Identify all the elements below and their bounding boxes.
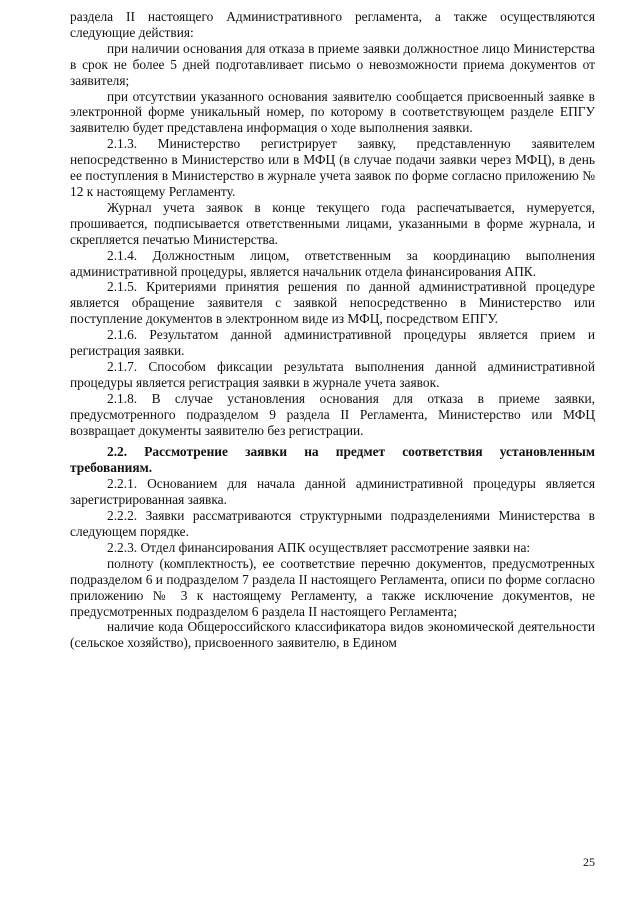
paragraph: при отсутствии указанного основания заявителю сообщается присвоенный заявке в электронной форме уникальный номер, по которому в соответствующем разделе ЕПГУ заявителю будет представлена информация о ходе выполнения заявки. bbox=[70, 88, 595, 136]
paragraph: 2.1.3. Министерство регистрирует заявку, представленную заявителем непосредственно в Министерство или в МФЦ (в случае подачи заявки через МФЦ), в день ее поступления в Министерство в журнале учета заявок по форме согласно приложению № 12 к настоящему Регламенту. bbox=[70, 136, 595, 199]
section-heading: 2.2. Рассмотрение заявки на предмет соответствия установленным требованиям. bbox=[70, 444, 595, 476]
paragraph: 2.1.4. Должностным лицом, ответственным за координацию выполнения административной процедуры, является начальник отдела финансирования АПК. bbox=[70, 247, 595, 279]
paragraph: раздела II настоящего Административного регламента, а также осуществляются следующие действия: bbox=[70, 9, 595, 40]
paragraph: 2.1.7. Способом фиксации результата выполнения данной административной процедуры является регистрация заявки в журнале учета заявок. bbox=[70, 358, 595, 390]
paragraph: Журнал учета заявок в конце текущего года распечатывается, нумеруется, прошивается, подписывается ответственными лицами, указанными в форме журнала, и скрепляется печатью Министерства. bbox=[70, 199, 595, 247]
paragraph: 2.2.2. Заявки рассматриваются структурными подразделениями Министерства в следующем порядке. bbox=[70, 508, 595, 539]
page-number: 25 bbox=[583, 855, 595, 869]
paragraph: 2.1.5. Критериями принятия решения по данной административной процедуре является обращение заявителя с заявкой непосредственно в Министерство или поступление документов в электронном виде из МФЦ, посредством ЕПГУ. bbox=[70, 279, 595, 327]
paragraph: наличие кода Общероссийского классификатора видов экономической деятельности (сельское хозяйство), присвоенного заявителю, в Едином bbox=[70, 619, 595, 651]
paragraph: 2.1.6. Результатом данной административной процедуры является прием и регистрация заявки. bbox=[70, 327, 595, 359]
paragraph: при наличии основания для отказа в приеме заявки должностное лицо Министерства в срок не более 5 дней подготавливает письмо о невозможности приема документов от заявителя; bbox=[70, 40, 595, 88]
paragraph: 2.2.1. Основанием для начала данной административной процедуры является зарегистрированная заявка. bbox=[70, 476, 595, 508]
paragraph: 2.1.8. В случае установления основания для отказа в приеме заявки, предусмотренного подразделом 9 раздела II Регламента, Министерство или МФЦ возвращает документы заявителю без регистрации. bbox=[70, 390, 595, 438]
paragraph: 2.2.3. Отдел финансирования АПК осуществляет рассмотрение заявки на: bbox=[107, 539, 531, 555]
paragraph: полноту (комплектность), ее соответствие перечню документов, предусмотренных подразделом 6 и подразделом 7 раздела II настоящего Регламента, описи по форме согласно приложению № 3 к настоящему Регламенту, а также исключение документов, не предусмотренных подразделом 6 раздела II настоящего Регламента; bbox=[70, 555, 595, 619]
document-body bbox=[70, 9, 595, 651]
